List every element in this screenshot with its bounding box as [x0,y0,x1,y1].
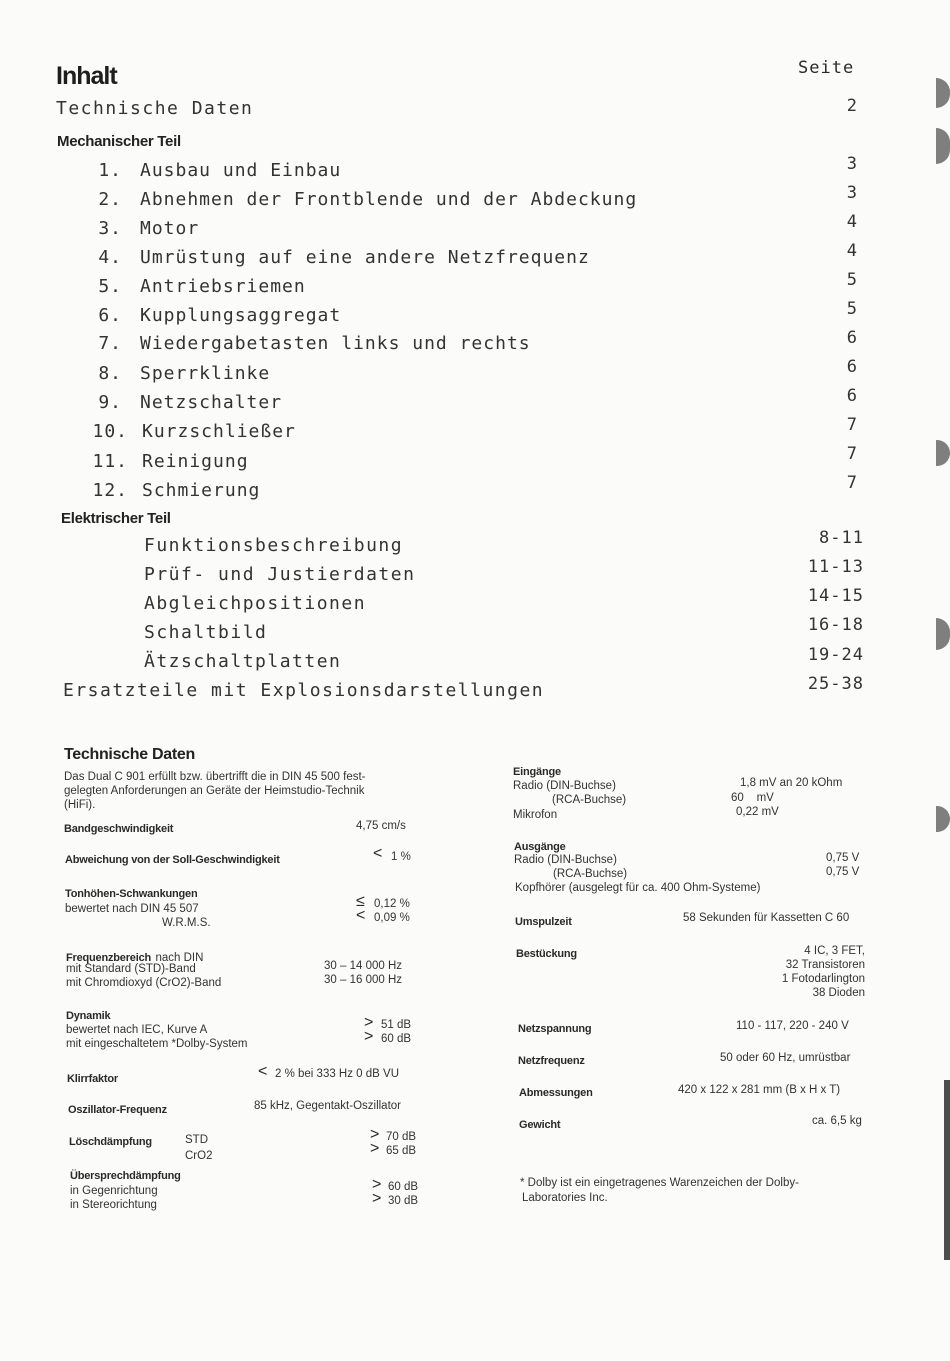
toc-item-label: Abnehmen der Frontblende und der Abdeckung [140,189,638,210]
spec-wow-symbol: ≤ [356,893,365,910]
spec-mainsfreq-value: 50 oder 60 Hz, umrüstbar [720,1052,851,1064]
toc-item-label: Kurzschließer [142,421,296,442]
spec-equip-value: 32 Transistoren [785,959,865,971]
toc-item-label: Motor [140,218,200,239]
toc-item-page: 19-24 [807,645,864,665]
spec-outputs-value: 0,75 V [826,866,860,878]
spec-erase-symbol: > [370,1140,380,1157]
spec-inputs-row: Mikrofon [513,809,558,821]
toc-item-label: Wiedergabetasten links und rechts [140,333,531,354]
binder-hole [936,618,950,650]
binder-hole [936,440,950,466]
toc-item-label: Kupplungsaggregat [140,305,342,326]
toc-item-num: 9. [98,392,122,413]
toc-item-page: 3 [846,183,858,203]
toc-item-label: Funktionsbeschreibung [144,535,404,556]
toc-item-label: Abgleichpositionen [144,593,367,614]
spec-deviation-symbol: < [373,845,383,862]
spec-dyn-value: 51 dB [381,1019,412,1031]
spec-osc-label: Oszillator-Frequenz [68,1104,167,1116]
spec-dims-label: Abmessungen [519,1087,593,1099]
spec-wow-value: 0,09 % [374,912,410,924]
spec-erase-symbol: > [370,1126,380,1143]
spec-equip-value: 38 Dioden [812,987,865,999]
toc-elek-heading: Elektrischer Teil [61,510,171,527]
spec-inputs-row: (RCA-Buchse) [552,794,627,806]
toc-item-page: 7 [846,444,858,464]
toc-item-num: 8. [98,363,122,384]
spec-weight-value: ca. 6,5 kg [812,1115,862,1127]
toc-item-page: 6 [846,357,858,377]
spec-outputs-row: Kopfhörer (ausgelegt für ca. 400 Ohm-Systeme) [515,882,761,894]
toc-item-num: 6. [98,305,122,326]
specs-intro-line: Das Dual C 901 erfüllt bzw. übertrifft die in DIN 45 500 fest- [64,771,366,783]
spec-dyn-label: Dynamik [66,1010,111,1022]
spec-cross-value: 60 dB [388,1181,419,1193]
spec-freq-value: 30 – 14 000 Hz [324,960,403,972]
toc-item-page: 7 [846,473,858,493]
spec-dyn-symbol: > [364,1014,374,1031]
toc-item-label: Prüf- und Justierdaten [144,564,416,585]
toc-tech-label: Technische Daten [56,98,254,119]
spec-freq-label: Frequenzbereich [66,952,152,964]
toc-item-page: 6 [846,386,858,406]
toc-item-page: 11-13 [807,557,864,577]
spec-cross-label: Übersprechdämpfung [70,1170,181,1182]
toc-item-page: 8-11 [819,528,864,548]
toc-item-num: 5. [98,276,122,297]
spec-thd-value: 2 % bei 333 Hz 0 dB VU [275,1068,400,1080]
toc-item-label: Schaltbild [144,622,268,643]
toc-item-page: 5 [846,270,858,290]
toc-item-label: Ätzschaltplatten [144,651,342,672]
toc-item-page: 4 [846,212,858,232]
spec-equip-value: 4 IC, 3 FET, [804,945,865,957]
toc-heading: Inhalt [56,62,117,90]
spec-mainsfreq-label: Netzfrequenz [518,1055,585,1067]
toc-item-label: Antriebsriemen [140,276,306,297]
spec-erase-value: 65 dB [386,1145,417,1157]
spec-dyn-value: 60 dB [381,1033,412,1045]
toc-item-label: Sperrklinke [140,363,271,384]
specs-heading: Technische Daten [64,746,195,763]
spec-cross-symbol: > [372,1176,382,1193]
spec-outputs-label: Ausgänge [514,841,566,853]
specs-intro-line: gelegten Anforderungen an Geräte der Heimstudio-Technik [64,785,365,797]
toc-item-page: 5 [846,299,858,319]
spec-dims-value: 420 x 122 x 281 mm (B x H x T) [678,1084,841,1096]
spec-dyn-sub: bewertet nach IEC, Kurve A [66,1024,208,1036]
spec-cross-symbol: > [372,1190,382,1207]
spec-dyn-symbol: > [364,1028,374,1045]
toc-item-page: 16-18 [807,615,864,635]
spec-rewind-label: Umspulzeit [515,916,572,928]
toc-item-page: 6 [846,328,858,348]
spec-dyn-sub: mit eingeschaltetem *Dolby-System [66,1038,248,1050]
binder-hole [936,806,950,832]
toc-item-label: Ausbau und Einbau [140,160,342,181]
spec-inputs-label: Eingänge [513,766,561,778]
toc-item-num: 11. [92,451,128,472]
spec-freq-value: 30 – 16 000 Hz [324,974,403,986]
toc-item-page: 14-15 [807,586,864,606]
spec-erase-sub: CrO2 [185,1150,213,1162]
toc-item-label: Schmierung [142,480,261,501]
spec-voltage-value: 110 - 117, 220 - 240 V [736,1020,849,1032]
spec-speed-value: 4,75 cm/s [356,820,406,832]
toc-item-page: 3 [846,154,858,174]
spec-deviation-label: Abweichung von der Soll-Geschwindigkeit [65,854,280,866]
toc-item-num: 10. [92,421,128,442]
toc-item-num: 4. [98,247,122,268]
spec-equip-label: Bestückung [516,948,577,960]
toc-spare-label: Ersatzteile mit Explosionsdarstellungen [63,680,545,701]
spec-inputs-value: 1,8 mV an 20 kOhm [740,777,843,789]
spec-outputs-row: Radio (DIN-Buchse) [514,854,617,866]
toc-item-label: Reinigung [142,451,249,472]
spec-inputs-row: Radio (DIN-Buchse) [513,780,616,792]
spec-erase-label: Löschdämpfung [69,1136,152,1148]
spec-erase-value: 70 dB [386,1131,417,1143]
toc-item-num: 3. [98,218,122,239]
specs-intro-line: (HiFi). [64,799,96,811]
binder-hole [936,78,950,108]
toc-item-page: 7 [846,415,858,435]
spec-erase-sub: STD [185,1134,208,1146]
toc-spare-page: 25-38 [807,674,864,694]
spec-wow-sub: W.R.M.S. [162,917,211,929]
footnote-line: * Dolby ist ein eingetragenes Warenzeichen der Dolby- [520,1177,799,1189]
spec-voltage-label: Netzspannung [518,1023,592,1035]
spec-inputs-value: 60 mV [731,792,774,804]
spec-speed-label: Bandgeschwindigkeit [64,823,174,835]
toc-item-num: 7. [98,333,122,354]
spec-outputs-row: (RCA-Buchse) [553,868,628,880]
spec-equip-value: 1 Fotodarlington [781,973,865,985]
spec-wow-label: Tonhöhen-Schwankungen [65,888,198,900]
spec-freq-label2: nach DIN [155,952,204,964]
spec-freq-sub: mit Standard (STD)-Band [66,963,196,975]
toc-item-label: Umrüstung auf eine andere Netzfrequenz [140,247,590,268]
spec-wow-symbol: < [356,907,366,924]
page-edge [944,1080,950,1260]
spec-deviation-value: 1 % [391,851,411,863]
spec-cross-sub: in Gegenrichtung [70,1185,158,1197]
spec-outputs-value: 0,75 V [826,852,860,864]
toc-item-label: Netzschalter [140,392,283,413]
toc-item-num: 12. [92,480,128,501]
toc-mech-heading: Mechanischer Teil [57,133,181,150]
page-column-heading: Seite [798,58,855,78]
toc-tech-page: 2 [846,96,858,116]
spec-wow-value: 0,12 % [374,898,410,910]
spec-inputs-value: 0,22 mV [736,806,779,818]
spec-osc-value: 85 kHz, Gegentakt-Oszillator [254,1100,402,1112]
spec-cross-value: 30 dB [388,1195,419,1207]
spec-thd-label: Klirrfaktor [67,1073,118,1085]
spec-freq-sub: mit Chromdioxyd (CrO2)-Band [66,977,222,989]
footnote-line: Laboratories Inc. [522,1192,608,1204]
spec-thd-symbol: < [258,1063,268,1080]
spec-rewind-value: 58 Sekunden für Kassetten C 60 [683,912,850,924]
spec-weight-label: Gewicht [519,1119,561,1131]
spec-wow-sub: bewertet nach DIN 45 507 [65,903,199,915]
binder-hole [936,128,950,164]
spec-cross-sub: in Stereorichtung [70,1199,157,1211]
toc-item-num: 1. [98,160,122,181]
toc-item-num: 2. [98,189,122,210]
toc-item-page: 4 [846,241,858,261]
